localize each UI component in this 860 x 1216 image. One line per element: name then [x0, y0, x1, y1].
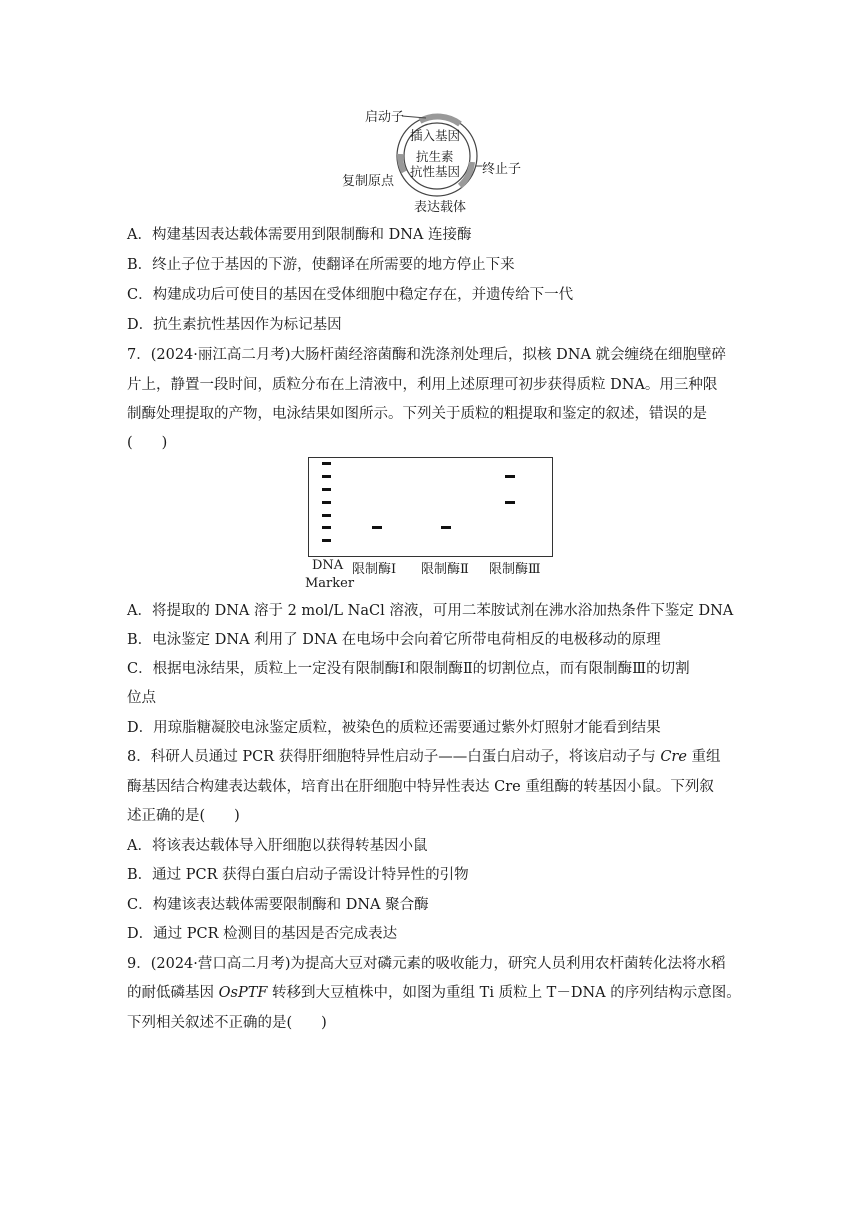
q7-option-a: A．将提取的 DNA 溶于 2 mol/L NaCl 溶液，可用二苯胺试剂在沸水浴加热条件下鉴定 DNA — [127, 603, 734, 619]
marker-band — [322, 514, 331, 517]
origin-label: 复制原点 — [342, 174, 395, 189]
q8-stem-1a: 8．科研人员通过 PCR 获得肝细胞特异性启动子——白蛋白启动子，将该启动子与 — [127, 749, 661, 765]
q8-option-d: D．通过 PCR 检测目的基因是否完成表达 — [127, 926, 398, 942]
q7-stem-line-1: 7．(2024·丽江高二月考)大肠杆菌经溶菌酶和洗涤剂处理后，拟核 DNA 就会缠绕在细胞壁碎 — [127, 347, 727, 363]
marker-band — [322, 526, 331, 529]
gel-enzyme1-label: 限制酶Ⅰ — [352, 562, 397, 577]
gel-marker-label-2: Marker — [305, 576, 355, 591]
q9-stem-line-1: 9．(2024·营口高二月考)为提高大豆对磷元素的吸收能力，研究人员利用农杆菌转化法将水稻 — [127, 956, 726, 972]
promoter-label: 启动子 — [365, 110, 405, 125]
q7-option-b: B．电泳鉴定 DNA 利用了 DNA 在电场中会向着它所带电荷相反的电极移动的原理 — [127, 632, 661, 648]
plasmid-diagram — [340, 100, 540, 215]
gel-marker-label-1: DNA — [312, 558, 344, 573]
gel-enzyme3-label: 限制酶Ⅲ — [489, 562, 541, 577]
q9-stem-line-2 — [127, 983, 741, 1003]
antibiotic-label-1: 抗生素 — [416, 149, 454, 164]
q9-stem-line-3: 下列相关叙述不正确的是( ) — [127, 1015, 327, 1031]
gel-electrophoresis-figure — [308, 457, 553, 557]
q7-stem-line-4: ( ) — [127, 435, 168, 451]
marker-band — [322, 462, 331, 465]
q8-stem-cre: Cre — [660, 749, 687, 765]
q7-option-c: C．根据电泳结果，质粒上一定没有限制酶Ⅰ和限制酶Ⅱ的切割位点，而有限制酶Ⅲ的切割 — [127, 661, 690, 677]
marker-band — [322, 488, 331, 491]
q8-stem-1b: 重组 — [686, 749, 721, 765]
q6-option-c: C．构建成功后可使目的基因在受体细胞中稳定存在，并遗传给下一代 — [127, 287, 574, 303]
q8-option-b: B．通过 PCR 获得白蛋白启动子需设计特异性的引物 — [127, 867, 469, 883]
q7-stem-line-2: 片上，静置一段时间，质粒分布在上清液中，利用上述原理可初步获得质粒 DNA。用三种限 — [127, 377, 718, 393]
enzyme3-band — [505, 501, 515, 504]
q8-stem-line-3: 述正确的是( ) — [127, 808, 240, 824]
q9-stem-2b: 转移到大豆植株中，如图为重组 Ti 质粒上 T－DNA 的序列结构示意图。 — [267, 985, 741, 1001]
q7-stem-line-3: 制酶处理提取的产物，电泳结果如图所示。下列关于质粒的粗提取和鉴定的叙述，错误的是 — [127, 406, 707, 422]
q7-option-c-cont: 位点 — [127, 690, 156, 706]
q9-stem-osptf: OsPTF — [218, 985, 268, 1001]
enzyme1-band — [372, 526, 382, 529]
q8-option-a: A．将该表达载体导入肝细胞以获得转基因小鼠 — [127, 838, 428, 854]
q7-option-d: D．用琼脂糖凝胶电泳鉴定质粒，被染色的质粒还需要通过紫外灯照射才能看到结果 — [127, 720, 661, 736]
antibiotic-label-2: 抗性基因 — [410, 164, 461, 179]
terminator-label: 终止子 — [482, 162, 522, 177]
q8-stem-line-1 — [127, 747, 721, 767]
q6-option-a: A．构建基因表达载体需要用到限制酶和 DNA 连接酶 — [127, 227, 472, 243]
q8-option-c: C．构建该表达载体需要限制酶和 DNA 聚合酶 — [127, 897, 429, 913]
q6-option-b: B．终止子位于基因的下游，使翻译在所需要的地方停止下来 — [127, 257, 515, 273]
q9-stem-2a: 的耐低磷基因 — [127, 985, 219, 1001]
marker-band — [322, 475, 331, 478]
q8-stem-line-2: 酶基因结合构建表达载体，培育出在肝细胞中特异性表达 Cre 重组酶的转基因小鼠。下列叙 — [127, 779, 714, 795]
gel-enzyme2-label: 限制酶Ⅱ — [421, 562, 469, 577]
enzyme2-band — [441, 526, 451, 529]
insert-gene-label: 插入基因 — [410, 128, 461, 143]
q6-option-d: D．抗生素抗性基因作为标记基因 — [127, 317, 342, 333]
marker-band — [322, 539, 331, 542]
vector-label: 表达载体 — [414, 200, 467, 215]
enzyme3-band — [505, 475, 515, 478]
marker-band — [322, 501, 331, 504]
